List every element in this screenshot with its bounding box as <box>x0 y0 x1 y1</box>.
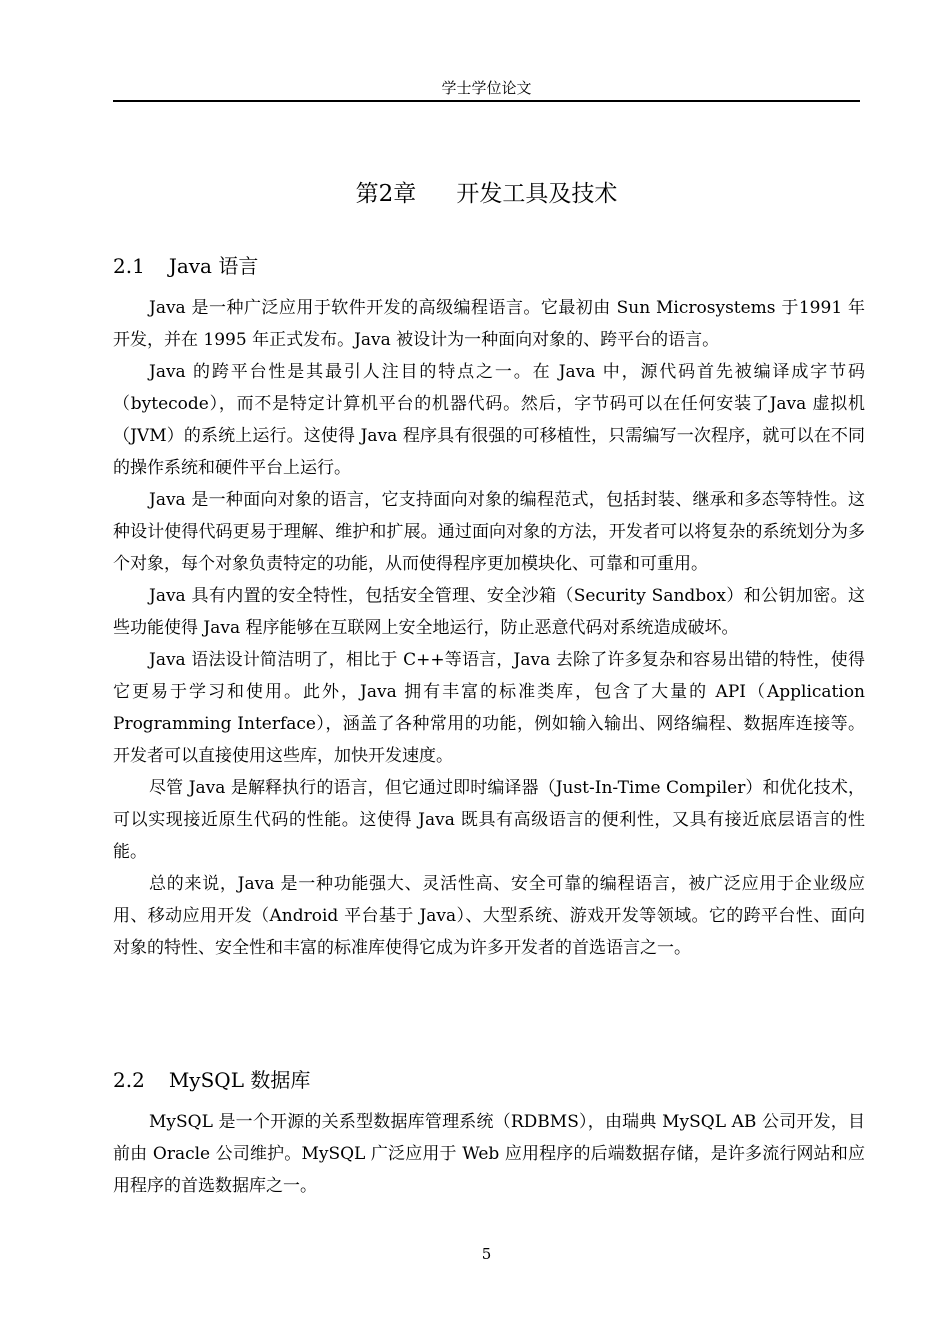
section-heading-2-2 <box>113 1066 310 1094</box>
section-title: MySQL 数据库 <box>168 1068 311 1092</box>
paragraph: Java 是一种广泛应用于软件开发的高级编程语言。它最初由 Sun Microsystems 于1991 年开发，并在 1995 年正式发布。Java 被设计为一种面向对象的、跨平台的语言。 <box>113 298 865 350</box>
section-2-1-body <box>113 292 865 964</box>
section-number: 2.1 <box>113 254 145 278</box>
paragraph: MySQL 是一个开源的关系型数据库管理系统（RDBMS），由瑞典 MySQL AB 公司开发，目前由 Oracle 公司维护。MySQL 广泛应用于 Web 应用程序的后端数据存储，是许多流行网站和应用程序的首选数据库之一。 <box>113 1112 865 1196</box>
section-number: 2.2 <box>113 1068 145 1092</box>
paragraph: Java 是一种面向对象的语言，它支持面向对象的编程范式，包括封装、继承和多态等特性。这种设计使得代码更易于理解、维护和扩展。通过面向对象的方法，开发者可以将复杂的系统划分为多个对象，每个对象负责特定的功能，从而使得程序更加模块化、可靠和可重用。 <box>113 490 865 574</box>
paragraph: Java 的跨平台性是其最引人注目的特点之一。在 Java 中，源代码首先被编译成字节码（bytecode），而不是特定计算机平台的机器代码。然后，字节码可以在任何安装了Java 虚拟机（JVM）的系统上运行。这使得 Java 程序具有很强的可移植性，只需编写一次程序，就可以在不同的操作系统和硬件平台上运行。 <box>113 362 865 478</box>
section-heading-2-1 <box>113 252 258 280</box>
section-title: Java 语言 <box>168 254 259 278</box>
paragraph: Java 语法设计简洁明了，相比于 C++等语言，Java 去除了许多复杂和容易出错的特性，使得它更易于学习和使用。此外，Java 拥有丰富的标准类库，包含了大量的 API（Application Programming Interface），涵盖了各种常用的功能，例如输入输出、网络编程、数据库连接等。开发者可以直接使用这些库，加快开发速度。 <box>113 650 865 766</box>
header-divider <box>113 100 860 102</box>
paragraph: 总的来说，Java 是一种功能强大、灵活性高、安全可靠的编程语言，被广泛应用于企业级应用、移动应用开发（Android 平台基于 Java）、大型系统、游戏开发等领域。它的跨平台性、面向对象的特性、安全性和丰富的标准库使得它成为许多开发者的首选语言之一。 <box>113 874 865 958</box>
paragraph: 尽管 Java 是解释执行的语言，但它通过即时编译器（Just-In-Time Compiler）和优化技术，可以实现接近原生代码的性能。这使得 Java 既具有高级语言的便利性，又具有接近底层语言的性能。 <box>113 778 865 862</box>
section-2-2-body <box>113 1106 865 1202</box>
paragraph: Java 具有内置的安全特性，包括安全管理、安全沙箱（Security Sandbox）和公钥加密。这些功能使得 Java 程序能够在互联网上安全地运行，防止恶意代码对系统造成破坏。 <box>113 586 865 638</box>
running-header: 学士学位论文 <box>441 79 532 97</box>
chapter-number: 第2章 <box>355 181 417 207</box>
chapter-name: 开发工具及技术 <box>456 181 618 207</box>
chapter-title <box>113 178 860 210</box>
page-number: 5 <box>481 1245 492 1263</box>
